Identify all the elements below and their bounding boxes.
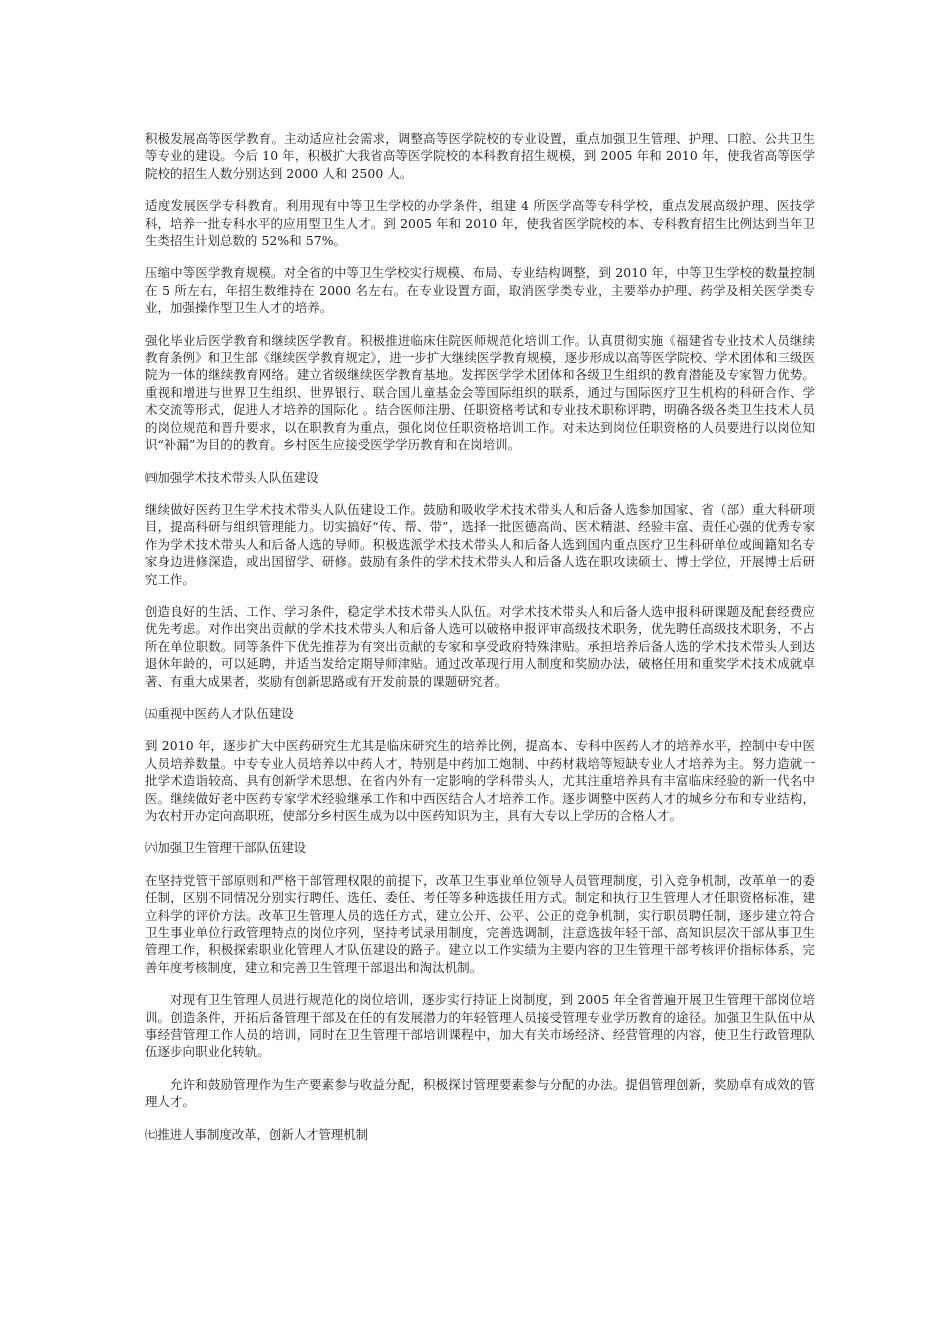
paragraph-management-training: 对现有卫生管理人员进行规范化的岗位培训，逐步实行持证上岗制度，到 2005 年全省普遍开展卫生管理干部岗位培训。创造条件，开拓后备管理干部及在任的有发展潜力的年轻管理人员接受管理专业学历教育的途径。加强卫生队伍中从事经营管理工作人员的培训，同时在卫生管理干部培训课程中，加大有关市场经济、经营管理的内容，使卫生行政管理队伍逐步向职业化转轨。 (145, 992, 815, 1060)
section-heading-4: ㈣加强学术技术带头人队伍建设 (145, 469, 319, 485)
document-page (145, 130, 815, 1158)
paragraph-management-incentives: 允许和鼓励管理作为生产要素参与收益分配，积极探讨管理要素参与分配的办法。提倡管理创新，奖励卓有成效的管理人才。 (145, 1076, 815, 1110)
paragraph-management-cadres: 在坚持党管干部原则和严格干部管理权限的前提下，改革卫生事业单位领导人员管理制度，引入竞争机制，改革单一的委任制，区别不同情况分别实行聘任、选任、委任、考任等多种选拔任用方式。制定和执行卫生管理人才任职资格标准，建立科学的评价方法。改革卫生管理人员的选任方式，建立公开、公平、公正的竞争机制，实行职员聘任制，逐步建立符合卫生事业单位行政管理特点的岗位序列，坚持考试录用制度，完善选调制，注意选拔年轻干部、高知识层次干部从事卫生管理工作，积极探索职业化管理人才队伍建设的路子。建立以工作实绩为主要内容的卫生管理干部考核评价指标体系，完善年度考核制度，建立和完善卫生管理干部退出和淘汰机制。 (145, 872, 815, 975)
paragraph-academic-leaders: 继续做好医药卫生学术技术带头人队伍建设工作。鼓励和吸收学术技术带头人和后备人选参加国家、省（部）重大科研项目，提高科研与组织管理能力。切实搞好“传、帮、带”，选择一批医德高尚、医术精湛、经验丰富、责任心强的优秀专家作为学术技术带头人和后备人选的导师。积极选派学术技术带头人和后备人选到国内重点医疗卫生科研单位或闽籍知名专家身边进修深造，或出国留学、研修。鼓励有条件的学术技术带头人和后备人选在职攻读硕士、博士学位，开展博士后研究工作。 (145, 501, 815, 587)
paragraph-medical-college-education: 适度发展医学专科教育。利用现有中等卫生学校的办学条件，组建 4 所医学高等专科学校，重点发展高级护理、医技学科，培养一批专科水平的应用型卫生人才。到 2005 年和 2010 年，使我省医学院校的本、专科教育招生比例达到当年卫生类招生计划总数的 52%和 57%。 (145, 198, 815, 249)
section-heading-6: ㈥加强卫生管理干部队伍建设 (145, 840, 307, 856)
paragraph-continuing-medical-education: 强化毕业后医学教育和继续医学教育。积极推进临床住院医师规范化培训工作。认真贯彻实施《福建省专业技术人员继续教育条例》和卫生部《继续医学教育规定》，进一步扩大继续医学教育规模，逐步形成以高等医学院校、学术团体和三级医院为一体的继续教育网络。建立省级继续医学教育基地。发挥医学学术团体和各级卫生组织的教育潜能及专家智力优势。重视和增进与世界卫生组织、世界银行、联合国儿童基金会等国际组织的联系，通过与国际医疗卫生机构的科研合作、学术交流等形式，促进人才培养的国际化 。结合医师注册、任职资格考试和专业技术职称评聘，明确各级各类卫生技术人员的岗位规范和晋升要求，以在职教育为重点，强化岗位任职资格培训工作。对未达到岗位任职资格的人员要进行以岗位知识“补漏”为目的的教育。乡村医生应接受医学学历教育和在岗培训。 (145, 332, 815, 453)
section-heading-7: ㈦推进人事制度改革，创新人才管理机制 (145, 1126, 369, 1142)
paragraph-tcm-talent: 到 2010 年，逐步扩大中医药研究生尤其是临床研究生的培养比例，提高本、专科中医药人才的培养水平，控制中专中医人员培养数量。中专专业人员培养以中药人才，特别是中药加工炮制、中药材栽培等短缺专业人才培养为主。努力造就一批学术造诣较高、具有创新学术思想、在省内外有一定影响的学科带头人，尤其注重培养具有丰富临床经验的新一代名中医。继续做好老中医药专家学术经验继承工作和中西医结合人才培养工作。逐步调整中医药人才的城乡分布和专业结构，为农村开办定向高职班，使部分乡村医生成为以中医药知识为主，具有大专以上学历的合格人才。 (145, 738, 815, 823)
section-heading-5: ㈤重视中医药人才队伍建设 (145, 705, 294, 721)
paragraph-secondary-medical-education: 压缩中等医学教育规模。对全省的中等卫生学校实行规模、布局、专业结构调整，到 2010 年，中等卫生学校的数量控制在 5 所左右，年招生数维持在 2000 名左右。在专业设置方面，取消医学类专业，主要举办护理、药学及相关医学类专业，加强操作型卫生人才的培养。 (145, 265, 815, 316)
paragraph-higher-medical-education: 积极发展高等医学教育。主动适应社会需求，调整高等医学院校的专业设置，重点加强卫生管理、护理、口腔、公共卫生等专业的建设。今后 10 年，积极扩大我省高等医学院校的本科教育招生规模，到 2005 年和 2010 年，使我省高等医学院校的招生人数分别达到 2000 人和 2500 人。 (145, 131, 815, 181)
paragraph-academic-leaders-conditions: 创造良好的生活、工作、学习条件，稳定学术技术带头人队伍。对学术技术带头人和后备人选申报科研课题及配套经费应优先考虑。对作出突出贡献的学术技术带头人和后备人选可以破格申报评审高级技术职务，优先聘任高级技术职务，不占所在单位职数。同等条件下优先推荐为有突出贡献的专家和享受政府特殊津贴。承担培养后备人选的学术技术带头人到达退休年龄的，可以延聘，并适当发给定期导师津贴。通过改革现行用人制度和奖励办法，破格任用和重奖学术技术成就卓著、有重大成果者，奖励有创新思路或有开发前景的课题研究者。 (145, 603, 815, 689)
